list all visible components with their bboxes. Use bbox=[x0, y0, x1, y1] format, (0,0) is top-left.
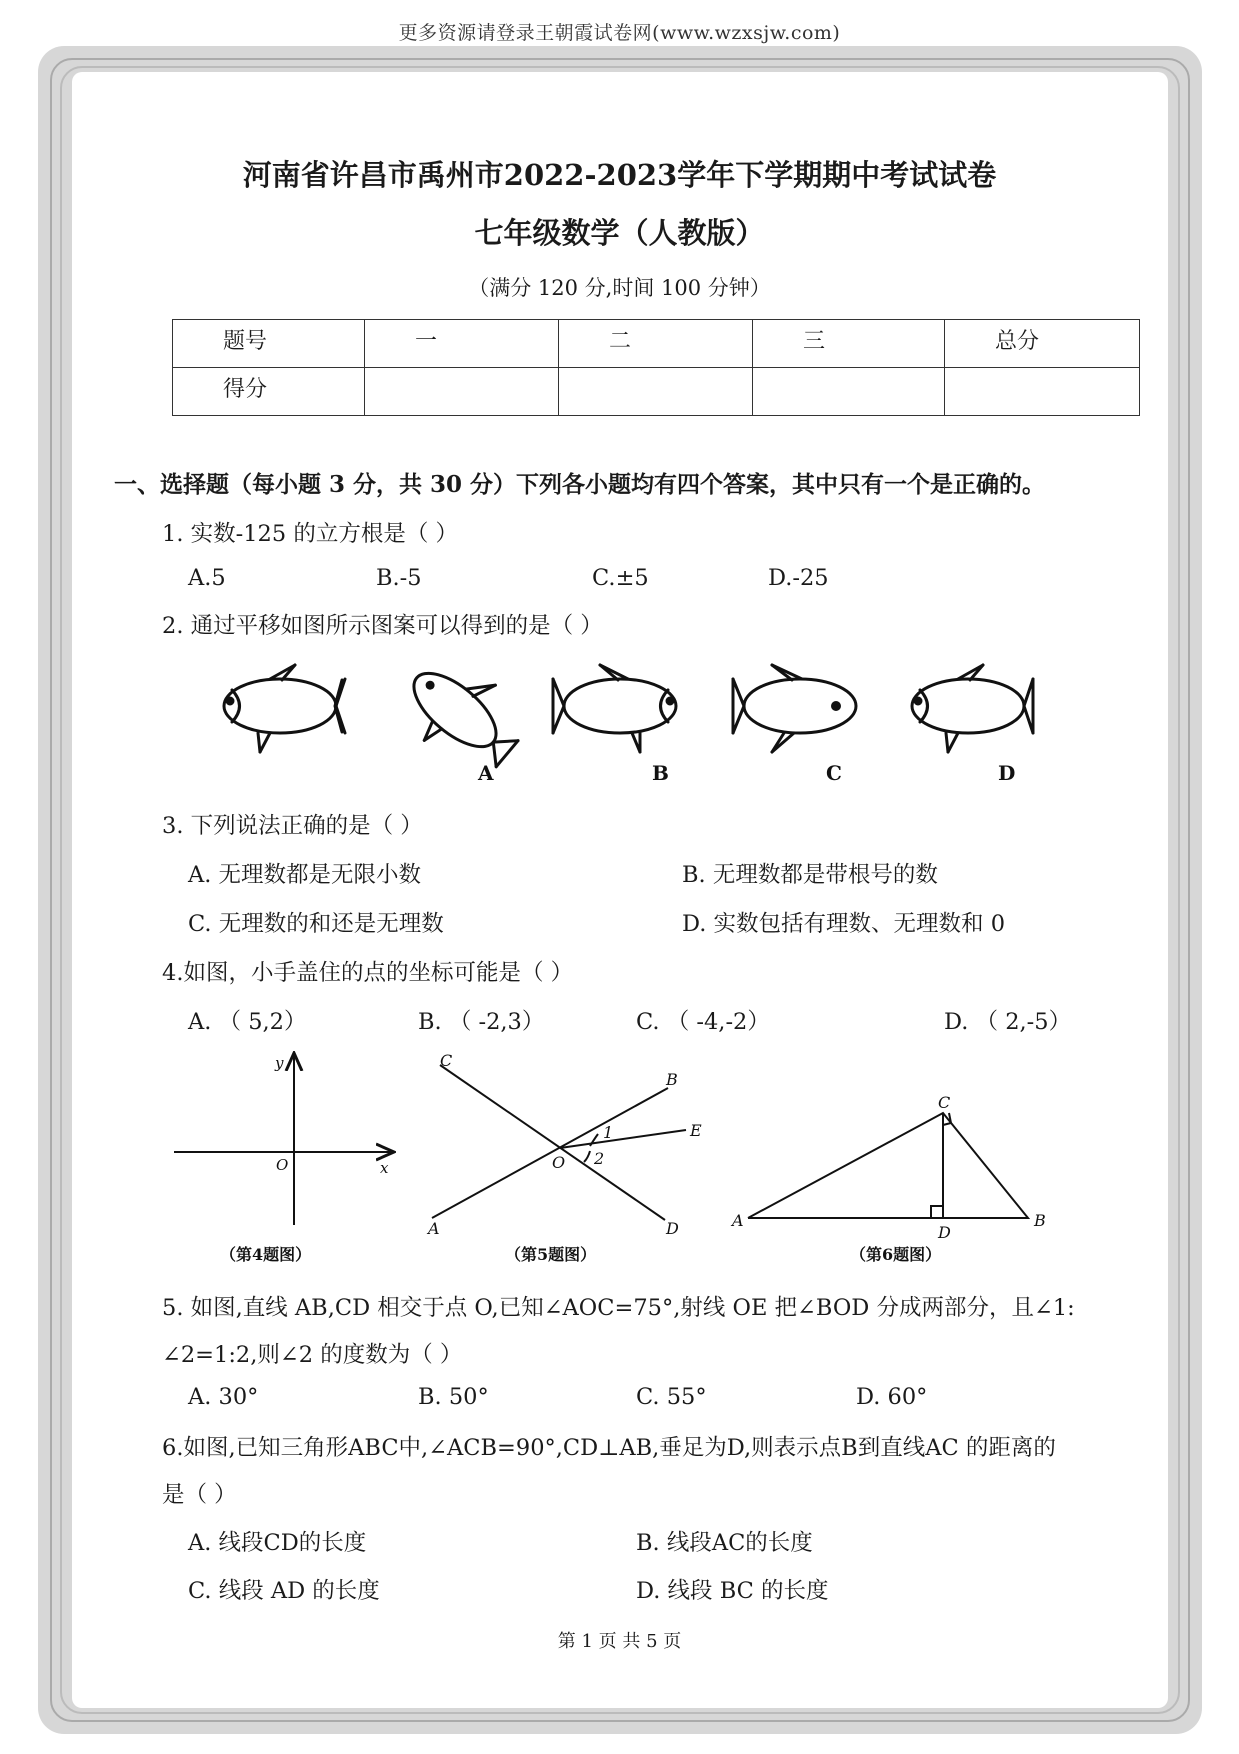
fish-figures bbox=[200, 655, 1080, 785]
table-cell bbox=[365, 368, 559, 416]
table-cell: 二 bbox=[559, 320, 753, 368]
score-table bbox=[172, 319, 1140, 416]
fig4-y-label: y bbox=[275, 1054, 284, 1072]
site-header: 更多资源请登录王朝霞试卷网(www.wzxsjw.com) bbox=[398, 22, 841, 44]
q5-option-b: B. 50° bbox=[418, 1384, 489, 1410]
fish-label-a: A bbox=[478, 761, 494, 785]
question-5-line2: ∠2=1:2,则∠2 的度数为（ ） bbox=[162, 1342, 463, 1368]
table-cell bbox=[559, 368, 753, 416]
q5-option-d: D. 60° bbox=[856, 1384, 928, 1410]
fish-option-b bbox=[553, 665, 676, 752]
fish-option-d bbox=[912, 665, 1033, 752]
table-cell: 一 bbox=[365, 320, 559, 368]
score-table-row bbox=[173, 320, 1140, 368]
q1-option-a: A.5 bbox=[188, 565, 226, 591]
fig6-label-d: D bbox=[938, 1223, 951, 1242]
exam-subtitle: 七年级数学（人教版） bbox=[474, 216, 765, 250]
q1-option-c: C.±5 bbox=[592, 565, 649, 591]
table-cell: 总分 bbox=[945, 320, 1140, 368]
paper bbox=[72, 72, 1168, 1708]
q6-option-d: D. 线段 BC 的长度 bbox=[636, 1578, 829, 1604]
fig4-axes bbox=[174, 1055, 392, 1225]
question-6-line1: 6.如图,已知三角形ABC中,∠ACB=90°,CD⊥AB,垂足为D,则表示点B到直线AC 的距离的 bbox=[162, 1435, 1056, 1461]
fig6-label-b: B bbox=[1034, 1211, 1046, 1230]
exam-title: 河南省许昌市禹州市2022-2023学年下学期期中考试试卷 bbox=[242, 158, 997, 192]
q5-option-c: C. 55° bbox=[636, 1384, 707, 1410]
fig5-lines bbox=[432, 1065, 686, 1220]
fish-original bbox=[224, 665, 345, 752]
fig5-angle-1: 1 bbox=[603, 1123, 614, 1142]
fig5-label-e: E bbox=[690, 1121, 702, 1140]
q4-option-b: B. （ -2,3） bbox=[418, 1009, 545, 1035]
section-heading: 一、选择题（每小题 3 分，共 30 分）下列各小题均有四个答案，其中只有一个是正确的。 bbox=[114, 471, 1046, 498]
fig5-caption: （第5题图） bbox=[505, 1245, 597, 1264]
question-6-line2: 是（ ） bbox=[162, 1482, 237, 1508]
q4-option-a: A. （ 5,2） bbox=[188, 1009, 307, 1035]
q4-option-d: D. （ 2,-5） bbox=[944, 1009, 1072, 1035]
question-1: 1. 实数-125 的立方根是（ ） bbox=[162, 521, 458, 547]
exam-info: （满分 120 分,时间 100 分钟） bbox=[468, 276, 771, 300]
fig5-label-c: C bbox=[440, 1051, 453, 1070]
q3-option-d: D. 实数包括有理数、无理数和 0 bbox=[682, 911, 1006, 937]
q4-option-c: C. （ -4,-2） bbox=[636, 1009, 770, 1035]
fig5-label-a: A bbox=[428, 1219, 440, 1238]
table-cell bbox=[945, 368, 1140, 416]
fig6-label-c: C bbox=[938, 1093, 951, 1112]
fig6-label-a: A bbox=[732, 1211, 744, 1230]
q1-option-b: B.-5 bbox=[376, 565, 422, 591]
fig5-label-d: D bbox=[666, 1219, 679, 1238]
fish-option-c bbox=[733, 665, 856, 752]
q6-option-b: B. 线段AC的长度 bbox=[636, 1530, 813, 1556]
q3-option-b: B. 无理数都是带根号的数 bbox=[682, 862, 938, 888]
geometry-figures bbox=[170, 1050, 1090, 1270]
fig5-label-o: O bbox=[552, 1153, 566, 1172]
page-footer: 第 1 页 共 5 页 bbox=[557, 1631, 682, 1652]
q6-option-c: C. 线段 AD 的长度 bbox=[188, 1578, 380, 1604]
q1-option-d: D.-25 bbox=[768, 565, 829, 591]
fish-label-b: B bbox=[652, 761, 669, 785]
table-cell bbox=[753, 368, 945, 416]
fig5-label-b: B bbox=[666, 1070, 678, 1089]
fig4-origin-label: O bbox=[276, 1156, 289, 1174]
question-4: 4.如图，小手盖住的点的坐标可能是（ ） bbox=[162, 960, 574, 986]
fish-label-c: C bbox=[826, 761, 842, 785]
score-table-row bbox=[173, 368, 1140, 416]
fish-option-a bbox=[389, 655, 536, 785]
table-cell: 三 bbox=[753, 320, 945, 368]
question-3: 3. 下列说法正确的是（ ） bbox=[162, 813, 423, 839]
fig5-angle-2: 2 bbox=[594, 1149, 605, 1168]
fig6-triangle bbox=[748, 1113, 1028, 1218]
fig4-x-label: x bbox=[380, 1159, 389, 1177]
fig4-caption: （第4题图） bbox=[220, 1245, 312, 1264]
question-2: 2. 通过平移如图所示图案可以得到的是（ ） bbox=[162, 613, 603, 639]
q5-option-a: A. 30° bbox=[188, 1384, 259, 1410]
q6-option-a: A. 线段CD的长度 bbox=[188, 1530, 367, 1556]
table-cell: 题号 bbox=[173, 320, 365, 368]
question-5-line1: 5. 如图,直线 AB,CD 相交于点 O,已知∠AOC=75°,射线 OE 把∠BOD 分成两部分，且∠1: bbox=[162, 1295, 1075, 1321]
table-cell: 得分 bbox=[173, 368, 365, 416]
fish-label-d: D bbox=[998, 761, 1016, 785]
fig6-caption: （第6题图） bbox=[850, 1245, 942, 1264]
q3-option-a: A. 无理数都是无限小数 bbox=[188, 862, 422, 888]
q3-option-c: C. 无理数的和还是无理数 bbox=[188, 911, 444, 937]
